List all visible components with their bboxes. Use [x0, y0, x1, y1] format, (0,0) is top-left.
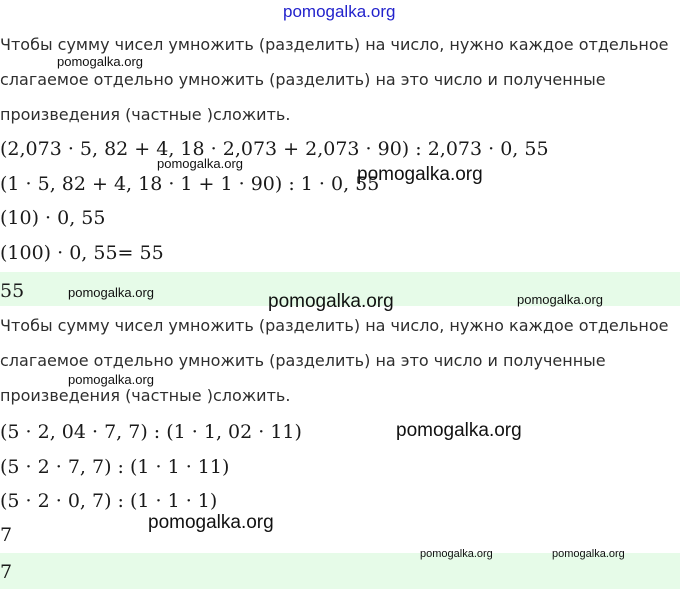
rule-line-1: Чтобы сумму чисел умножить (разделить) на число, нужно каждое отдельное: [0, 35, 669, 54]
rule-line-2: слагаемое отдельно умножить (разделить) на это число и полученные: [0, 70, 606, 89]
watermark: pomogalka.org: [517, 292, 603, 307]
watermark: pomogalka.org: [420, 548, 493, 560]
watermark: pomogalka.org: [68, 372, 154, 387]
watermark: pomogalka.org: [68, 285, 154, 300]
watermark: pomogalka.org: [552, 548, 625, 560]
answer-2: 7: [0, 561, 13, 583]
watermark: pomogalka.org: [357, 164, 483, 185]
math-line-8: 7: [0, 524, 13, 546]
watermark: pomogalka.org: [396, 420, 522, 441]
math-line-1: (2,073 · 5, 82 + 4, 18 · 2,073 + 2,073 · 90) : 2,073 · 0, 55: [0, 138, 549, 160]
math-line-3: (10) · 0, 55: [0, 207, 106, 229]
answer-1: 55: [0, 280, 25, 302]
math-line-4: (100) · 0, 55= 55: [0, 242, 164, 264]
rule-line-5: слагаемое отдельно умножить (разделить) на это число и полученные: [0, 351, 606, 370]
rule-line-4: Чтобы сумму чисел умножить (разделить) на число, нужно каждое отдельное: [0, 316, 669, 335]
watermark: pomogalka.org: [268, 291, 394, 312]
rule-line-6: произведения (частные )сложить.: [0, 386, 291, 405]
math-line-6: (5 · 2 · 7, 7) : (1 · 1 · 11): [0, 456, 230, 478]
header-watermark: pomogalka.org: [283, 2, 396, 21]
math-line-5: (5 · 2, 04 · 7, 7) : (1 · 1, 02 · 11): [0, 421, 302, 443]
watermark: pomogalka.org: [57, 54, 143, 69]
math-line-7: (5 · 2 · 0, 7) : (1 · 1 · 1): [0, 490, 218, 512]
rule-line-3: произведения (частные )сложить.: [0, 105, 291, 124]
math-line-2: (1 · 5, 82 + 4, 18 · 1 + 1 · 90) : 1 · 0, 55: [0, 173, 380, 195]
watermark: pomogalka.org: [157, 156, 243, 171]
watermark: pomogalka.org: [148, 512, 274, 533]
